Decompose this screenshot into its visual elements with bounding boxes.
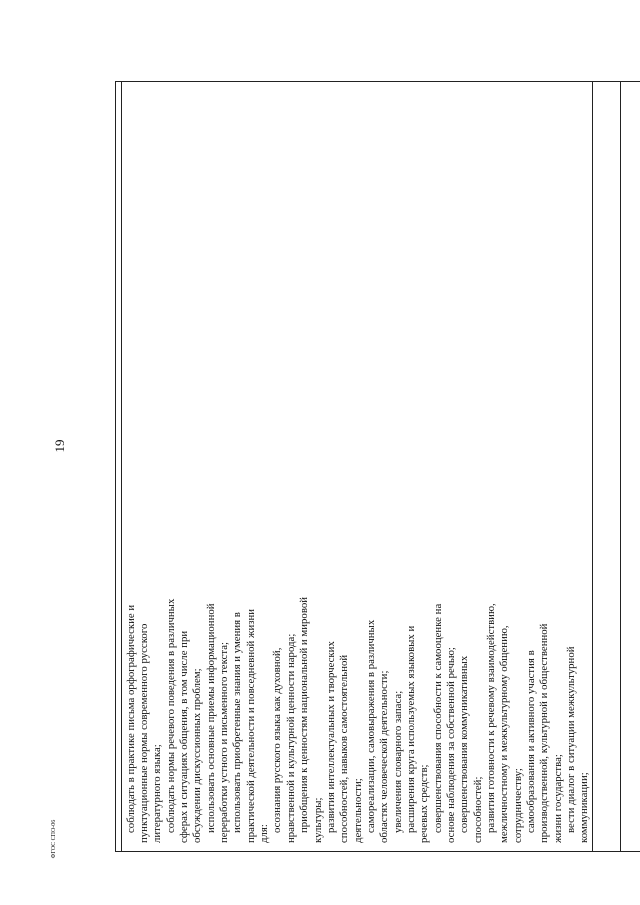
text-line: совершенствования коммуникативных bbox=[457, 655, 470, 833]
text-line: речевых средств; bbox=[417, 763, 430, 843]
text-line: развития интеллектуальных и творческих bbox=[324, 640, 337, 833]
text-line: производственной, культурной и общественной bbox=[537, 623, 550, 843]
text-line: вести диалог в ситуации межкультурной bbox=[564, 645, 577, 833]
footer-standard-code: ФГОС СПО-06 bbox=[51, 819, 57, 859]
text-line: способностей; bbox=[471, 776, 484, 843]
text-line: сотрудничеству; bbox=[511, 767, 524, 843]
table-row-requirements bbox=[121, 82, 592, 851]
text-line: основе наблюдения за собственной речью; bbox=[444, 646, 457, 843]
table-row-empty-3 bbox=[620, 82, 640, 851]
text-line: самореализации, самовыражения в различных bbox=[364, 619, 377, 833]
text-line: использовать приобретенные знания и умения в bbox=[230, 611, 243, 833]
requirements-table bbox=[115, 81, 640, 852]
text-line: областях человеческой деятельности; bbox=[377, 670, 390, 843]
text-line: расширения круга используемых языковых и bbox=[404, 625, 417, 833]
text-line: деятельности; bbox=[351, 777, 364, 843]
text-line: практической деятельности и повседневной жизни bbox=[244, 608, 257, 843]
text-line: межличностному и межкультурному общению, bbox=[497, 624, 510, 843]
text-line: соблюдать в практике письма орфографические и bbox=[124, 604, 137, 833]
text-line: осознания русского языка как духовной, bbox=[270, 647, 283, 833]
text-line: литературного языка; bbox=[150, 743, 163, 843]
text-line: сферах и ситуациях общения, в том числе при bbox=[177, 630, 190, 843]
text-line: для: bbox=[257, 823, 270, 843]
page-number: 19 bbox=[52, 439, 67, 453]
text-line: развития готовности к речевому взаимодействию, bbox=[484, 602, 497, 833]
text-line: обсуждении дискуссионных проблем; bbox=[190, 667, 203, 843]
text-line: жизни государства; bbox=[551, 753, 564, 843]
text-line: способностей, навыков самостоятельной bbox=[337, 654, 350, 843]
text-line: пунктуационные нормы современного русского bbox=[137, 623, 150, 843]
text-line: самообразования и активного участия в bbox=[524, 649, 537, 833]
text-line: переработки устного и письменного текста; bbox=[217, 641, 230, 843]
requirements-text bbox=[124, 90, 591, 843]
text-line: соблюдать нормы речевого поведения в различных bbox=[164, 598, 177, 833]
text-line: нравственной и культурной ценности народа; bbox=[284, 633, 297, 843]
text-line: коммуникации; bbox=[577, 771, 590, 843]
table-row-empty-1 bbox=[116, 82, 122, 851]
text-line: приобщения к ценностям национальной и мировой bbox=[297, 596, 310, 833]
text-line: использовать основные приемы информационной bbox=[204, 602, 217, 833]
text-line: культуры; bbox=[311, 796, 324, 843]
table-row-empty-2 bbox=[592, 82, 620, 851]
text-line: совершенствования способности к самооценке на bbox=[431, 603, 444, 833]
text-line: увеличения словарного запаса; bbox=[391, 690, 404, 833]
